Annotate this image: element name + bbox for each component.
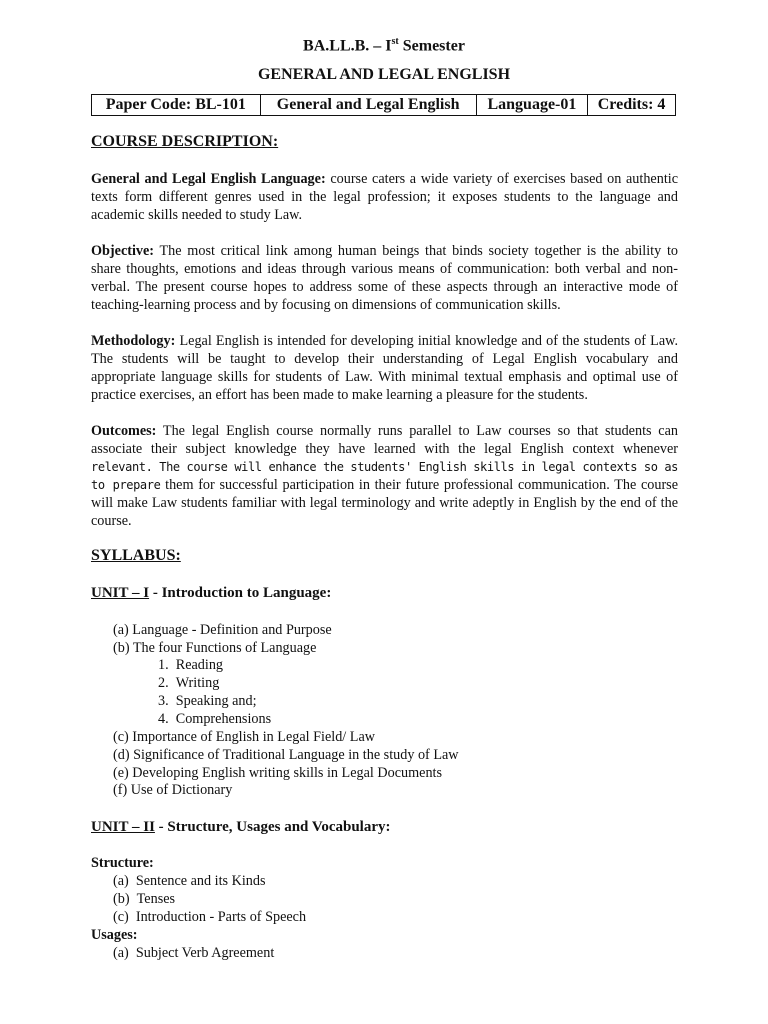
course-description-heading: COURSE DESCRIPTION: <box>91 133 279 150</box>
structure-item: (b) Tenses <box>113 891 176 907</box>
structure-item: (c) Introduction - Parts of Speech <box>113 909 307 925</box>
unit1-subitem: 1. Reading <box>158 657 224 673</box>
unit1-subitem: 4. Comprehensions <box>158 711 272 727</box>
unit1-item-d: (d) Significance of Traditional Language in the study of Law <box>113 747 459 763</box>
intro-paragraph: General and Legal English Language: course caters a wide variety of exercises based on authentic texts form different genres used in the legal profession; it exposes students to the language and academic skills needed to study Law. <box>91 171 679 223</box>
unit1-subitem: 3. Speaking and; <box>158 693 257 709</box>
syllabus-heading: SYLLABUS: <box>91 547 181 564</box>
unit1-item-c: (c) Importance of English in Legal Field/ Law <box>113 729 375 745</box>
usages-label: Usages: <box>91 927 138 943</box>
structure-label: Structure: <box>91 855 154 871</box>
credits-cell: Credits: 4 <box>588 95 676 116</box>
methodology-paragraph: Methodology: Legal English is intended for developing initial knowledge and of the students of Law. The students will be taught to develop their understanding of Legal English vocabulary and appropriate language skills for students of Law. With minimal textual emphasis and optimal use of practice exercises, an effort has been made to make learning a pleasure for the students. <box>91 333 678 403</box>
unit1-item-e: (e) Developing English writing skills in Legal Documents <box>113 765 443 781</box>
usages-item: (a) Subject Verb Agreement <box>113 945 275 961</box>
structure-item: (a) Sentence and its Kinds <box>113 873 266 889</box>
paper-code-table <box>91 94 676 116</box>
program-title: BA.LL.B. – Ist Semester <box>303 36 465 55</box>
language-cell: Language-01 <box>476 95 587 116</box>
paper-code-cell: Paper Code: BL-101 <box>92 95 261 116</box>
unit-1-heading: UNIT – I - Introduction to Language: <box>91 585 332 601</box>
unit-2-heading: UNIT – II - Structure, Usages and Vocabulary: <box>91 819 391 835</box>
objective-paragraph: Objective: The most critical link among human beings that binds society together is the ability to share thoughts, emotions and ideas through various means of communication: both verbal and non-verbal. The present course hopes to address some of these aspects through an interactive mode of teaching-learning process and by focusing on dimensions of communication skills. <box>91 243 678 313</box>
unit1-subitem: 2. Writing <box>158 675 220 691</box>
outcomes-paragraph: Outcomes: The legal English course normally runs parallel to Law courses so that students can associate their subject knowledge they have learned with the legal English context whenever relevant. The course will enhance the students' English skills in legal contexts so as to prepare them for successful participation in their future professional communication. The course will make Law students familiar with legal terminology and write adeptly in English by the end of the course. <box>91 423 679 529</box>
unit1-item-f: (f) Use of Dictionary <box>113 782 233 798</box>
paper-name-cell: General and Legal English <box>260 95 476 116</box>
unit1-item-b: (b) The four Functions of Language <box>113 640 317 656</box>
unit1-item-a: (a) Language - Definition and Purpose <box>113 622 332 638</box>
course-title: GENERAL AND LEGAL ENGLISH <box>257 66 511 83</box>
